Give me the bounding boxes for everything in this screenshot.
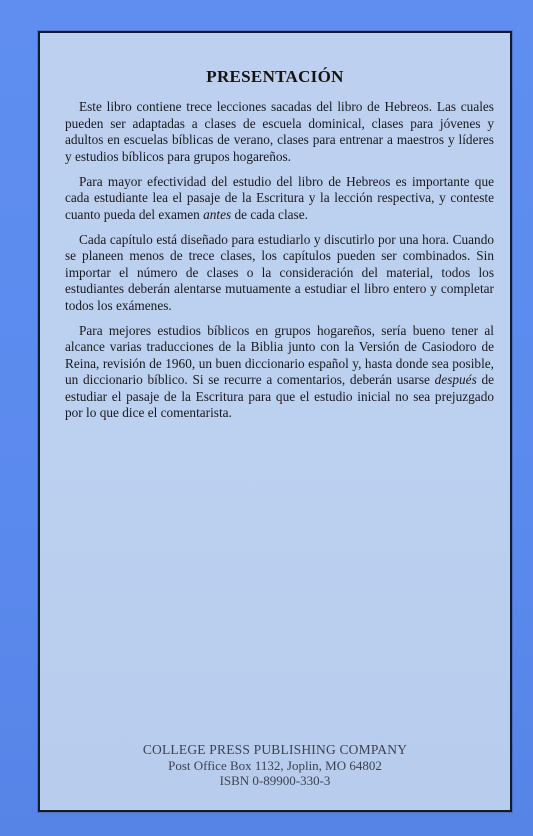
publisher-name: COLLEGE PRESS PUBLISHING COMPANY xyxy=(142,742,408,757)
paragraph-3 xyxy=(65,232,494,315)
isbn: ISBN 0-89900-330-3 xyxy=(219,773,331,788)
paragraph-4 xyxy=(65,323,494,422)
paragraph-1 xyxy=(65,99,494,165)
body-text xyxy=(65,99,494,430)
paragraph-4-text-a: Para mejores estudios bíblicos en grupos hogareños, sería bueno tener al alcance varias traducciones de la Biblia junto con la Versión de Casiodoro de Reina, revisión de 1960, un buen diccionario español y, hasta donde sea posible, un diccionario bíblico. Si se recurre a comentarios, deberán usarse xyxy=(65,322,494,387)
paragraph-2-italic: antes xyxy=(203,206,232,222)
paragraph-4-text-b: de estudiar el pasaje de la Escritura para que el estudio inicial no sea prejuzgado por lo que dice el comentarista. xyxy=(65,372,494,420)
paragraph-2 xyxy=(65,174,494,224)
page-title: PRESENTACIÓN xyxy=(206,67,344,86)
paragraph-4-italic: después xyxy=(434,372,477,387)
paragraph-2-text-a: Para mayor efectividad del estudio del libro de Hebreos es importante que cada estudiante lea el pasaje de la Escritura y la lección respectiva, y conteste cuanto pueda del examen xyxy=(65,173,494,222)
paragraph-2-text-b: de cada clase. xyxy=(231,206,308,222)
paragraph-3-text: Cada capítulo está diseñado para estudiarlo y discutirlo por una hora. Cuando se planeen menos de trece clases, los capítulos pueden ser combinados. Sin importar el número de clases o la consideración del material, todos los estudiantes deberán alentarse mutuamente a estudiar el libro entero y completar todos los exámenes. xyxy=(65,231,494,313)
back-cover-panel xyxy=(38,31,512,812)
publisher-address: Post Office Box 1132, Joplin, MO 64802 xyxy=(168,757,382,773)
publisher-footer xyxy=(40,742,510,789)
paragraph-1-text: Este libro contiene trece lecciones sacadas del libro de Hebreos. Las cuales pueden ser adaptadas a clases de escuela dominical, clases para jóvenes y adultos en escuelas bíblicas de verano, clases para entrenar a maestros y líderes y estudios bíblicos para grupos hogareños. xyxy=(65,99,494,164)
